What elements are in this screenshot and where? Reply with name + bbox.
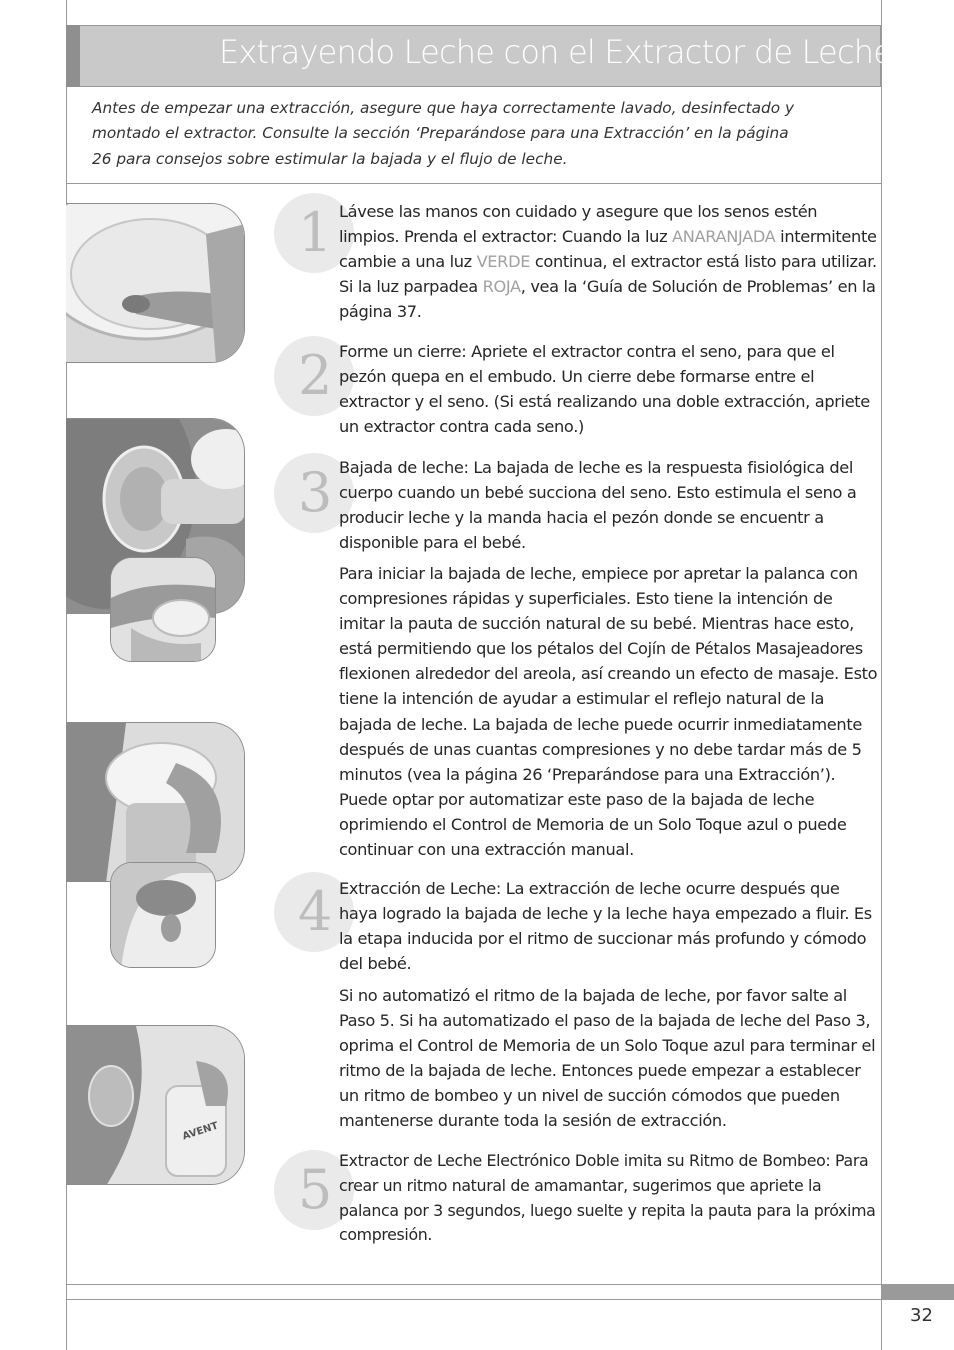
step-2-text: Forme un cierre: Apriete el extractor contra el seno, para que el pezón quepa en el embudo. Un cierre debe formarse entre el extractor y el seno. (Si está realizando una doble extracción, apriete un extractor contra cada seno.) (339, 342, 870, 437)
orange-light-label: ANARANJADA (672, 227, 776, 247)
step-number-1: 1 (274, 193, 354, 273)
step-4-text: Extracción de Leche: La extracción de leche ocurre después que haya logrado la bajada de leche y la leche haya empezado a fluir. Es la etapa inducida por el ritmo de succionar más profundo y cómodo del bebé. (339, 879, 872, 974)
step-number-3: 3 (274, 453, 354, 533)
footer-accent-tab (881, 1284, 954, 1299)
step-3-detail-text: Para iniciar la bajada de leche, empiece por apretar la palanca con compresiones rápidas y superficiales. Esto tiene la intención de imitar la pauta de succión natural de su bebé. Mientras hace esto, está permitiendo que los pétalos del Cojín de Pétalos Masajeadores flexionen alrededor del areola, así creando un efecto de masaje. Esto tiene la intención de ayudar a estimular el reflejo natural de la bajada de leche. La bajada de leche puede ocurrir inmediatamente después de unas cuantas compresiones y no debe tardar más de 5 minutos (vea la página 26 ‘Preparándose para una Extracción’). Puede optar por automatizar este paso de la bajada de leche oprimiendo el Control de Memoria de un Solo Toque azul o puede continuar con una extracción manual. (339, 564, 878, 860)
photo-lever-squeeze (110, 557, 216, 662)
header-accent-tab (66, 25, 80, 87)
green-light-label: VERDE (476, 252, 531, 272)
section-divider (66, 183, 881, 184)
footer-divider-top (66, 1284, 881, 1285)
step-3-text: Bajada de leche: La bajada de leche es la respuesta fisiológica del cuerpo cuando un bebé succiona del seno. Esto estimula el seno a producir leche y la manda hacia el pezón donde se encuentr a disponible para el bebé. (339, 458, 857, 553)
step-number-5: 5 (274, 1150, 354, 1230)
footer-divider-bottom (66, 1299, 954, 1300)
photo-memory-control-button (110, 862, 216, 968)
photo-hand-on-pump (66, 722, 245, 882)
page-number: 32 (910, 1305, 933, 1326)
intro-paragraph: Antes de empezar una extracción, asegure que haya correctamente lavado, desinfectado y montado el extractor. Consulte la sección ‘Preparándose para una Extracción’ en la página 26 para consejos sobre estimular la bajada y el flujo de leche. (92, 99, 794, 168)
step-number-2: 2 (274, 336, 354, 416)
right-margin-rule (881, 0, 882, 1350)
red-light-label: ROJA (482, 277, 521, 297)
page-title: Extrayendo Leche con el Extractor de Leche (219, 33, 893, 71)
photo-power-button (66, 203, 245, 363)
photo-pumping-bottle (66, 1025, 245, 1185)
step-1-text: Lávese las manos con cuidado y asegure que los senos estén limpios. Prenda el extractor: Cuando la luz ANARANJADA intermitente cambie a una luz VERDE continua, el extractor está listo para utilizar. Si la luz parpadea ROJA, vea la ‘Guía de Solución de Problemas’ en la página 37. (339, 202, 877, 322)
bottle-brand-label: AVENT (181, 1120, 220, 1143)
step-number-4: 4 (274, 872, 354, 952)
step-5-text: Extractor de Leche Electrónico Doble imita su Ritmo de Bombeo: Para crear un ritmo natural de amamantar, sugerimos que apriete la palanca por 3 segundos, luego suelte y repita la pauta para la próxima compresión. (339, 1151, 876, 1245)
step-4-detail-text: Si no automatizó el ritmo de la bajada de leche, por favor salte al Paso 5. Si ha automatizado el paso de la bajada de leche del Paso 3, oprima el Control de Memoria de un Solo Toque azul para terminar el ritmo de la bajada de leche. Entonces puede empezar a establecer un ritmo de bombeo y un nivel de succión cómodos que pueden mantenerse durante toda la sesión de extracción. (339, 986, 876, 1131)
